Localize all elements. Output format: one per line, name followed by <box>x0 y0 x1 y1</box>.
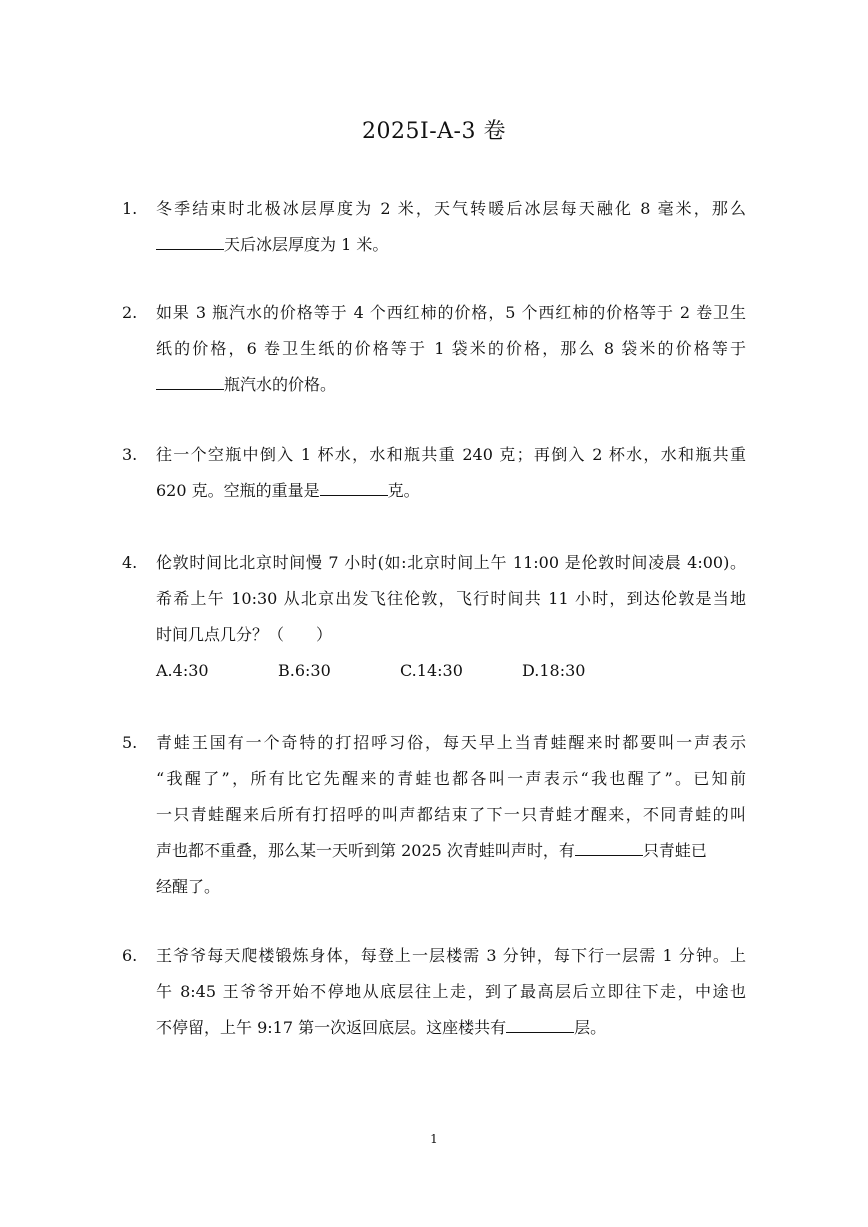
question-body <box>156 725 746 905</box>
question-number: 4. <box>122 553 138 572</box>
answer-options <box>156 653 746 689</box>
question-line <box>156 191 746 227</box>
question-line <box>156 331 746 367</box>
answer-blank <box>320 481 388 496</box>
question-body <box>156 295 746 403</box>
text: 瓶汽水的价格。 <box>224 375 337 394</box>
question-number: 3. <box>122 445 138 464</box>
text: 希希上午 10:30 从北京出发飞往伦敦，飞行时间共 11 小时，到达伦敦是当地 <box>156 589 746 608</box>
text: 只青蛙已 <box>642 841 707 860</box>
text: 青蛙王国有一个奇特的打招呼习俗，每天早上当青蛙醒来时都要叫一声表示 <box>156 733 746 752</box>
question-line <box>156 761 746 797</box>
answer-blank <box>506 1018 574 1033</box>
option-b: B.6:30 <box>278 661 331 680</box>
question-line <box>156 367 746 403</box>
answer-blank <box>156 235 224 250</box>
question-line <box>156 974 746 1010</box>
option-d: D.18:30 <box>522 661 586 680</box>
text: 克。 <box>387 481 420 500</box>
page-title: 2025I-A-3 卷 <box>362 119 506 144</box>
question-line <box>156 833 746 869</box>
text: 经醒了。 <box>156 877 221 896</box>
question-number: 1. <box>122 199 138 218</box>
question-line <box>156 617 746 653</box>
text: 时间几点几分？（ ） <box>156 625 333 644</box>
option-c: C.14:30 <box>400 661 463 680</box>
question-number: 2. <box>122 303 138 322</box>
question-body <box>156 545 746 689</box>
answer-blank <box>156 375 224 390</box>
question-line <box>156 797 746 833</box>
text: “我醒了”，所有比它先醒来的青蛙也都各叫一声表示“我也醒了”。已知前 <box>156 769 746 788</box>
question-line <box>156 581 746 617</box>
question-number: 5. <box>122 733 138 752</box>
question-body <box>156 191 746 263</box>
text: 一只青蛙醒来后所有打招呼的叫声都结束了下一只青蛙才醒来，不同青蛙的叫 <box>156 805 746 824</box>
option-a: A.4:30 <box>156 661 209 680</box>
text: 天后冰层厚度为 1 米。 <box>224 235 389 254</box>
text: 王爷爷每天爬楼锻炼身体，每登上一层楼需 3 分钟，每下行一层需 1 分钟。上 <box>156 946 746 965</box>
question-line <box>156 473 746 509</box>
text: 伦敦时间比北京时间慢 7 小时(如:北京时间上午 11:00 是伦敦时间凌晨 4:00)。 <box>156 553 746 572</box>
text: 层。 <box>574 1018 607 1037</box>
text: 声也都不重叠，那么某一天听到第 2025 次青蛙叫声时，有 <box>156 841 575 860</box>
text: 午 8:45 王爷爷开始不停地从底层往上走，到了最高层后立即往下走，中途也 <box>156 982 746 1001</box>
question-line <box>156 1010 746 1046</box>
text: 不停留，上午 9:17 第一次返回底层。这座楼共有 <box>156 1018 507 1037</box>
answer-blank <box>575 841 643 856</box>
question-line <box>156 938 746 974</box>
question-line <box>156 545 746 581</box>
question-line <box>156 725 746 761</box>
page-number: 1 <box>430 1132 438 1146</box>
text: 往一个空瓶中倒入 1 杯水，水和瓶共重 240 克；再倒入 2 杯水，水和瓶共重 <box>156 445 746 464</box>
question-line <box>156 869 746 905</box>
question-body <box>156 437 746 509</box>
question-number: 6. <box>122 946 138 965</box>
question-line <box>156 295 746 331</box>
text: 620 克。空瓶的重量是 <box>156 481 320 500</box>
text: 纸的价格，6 卷卫生纸的价格等于 1 袋米的价格，那么 8 袋米的价格等于 <box>156 339 746 358</box>
text: 冬季结束时北极冰层厚度为 2 米，天气转暖后冰层每天融化 8 毫米，那么 <box>156 199 746 218</box>
question-line <box>156 227 746 263</box>
question-body <box>156 938 746 1046</box>
text: 如果 3 瓶汽水的价格等于 4 个西红柿的价格，5 个西红柿的价格等于 2 卷卫生 <box>156 303 746 322</box>
question-line <box>156 437 746 473</box>
